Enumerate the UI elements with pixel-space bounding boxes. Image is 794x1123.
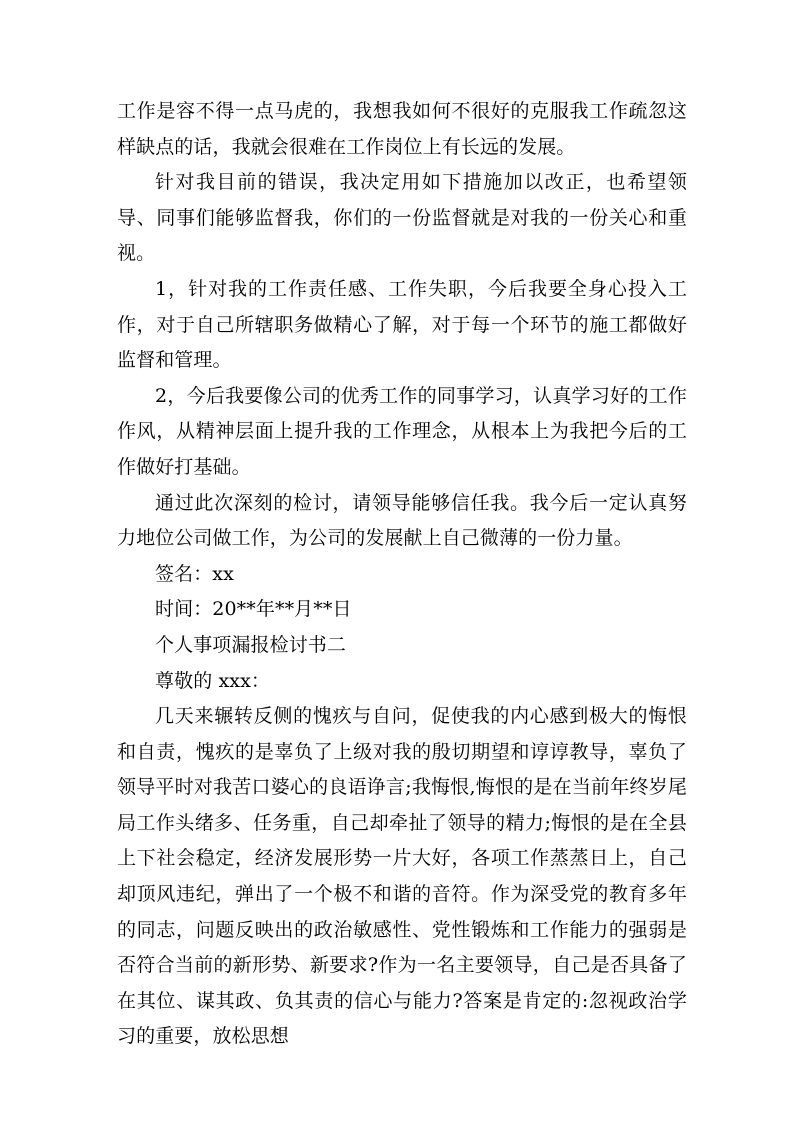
signature-line: 签名：xx [155, 562, 234, 585]
paragraph-intro-continuation: 工作是容不得一点马虎的，我想我如何不很好的克服我工作疏忽这样缺点的话，我就会很难在工作岗位上有长远的发展。 [117, 100, 687, 158]
paragraph-closing: 通过此次深刻的检讨，请领导能够信任我。我今后一定认真努力地位公司做工作，为公司的发展献上自己微薄的一份力量。 [117, 491, 687, 550]
paragraph-corrective-measures: 针对我目前的错误，我决定用如下措施加以改正，也希望领导、同事们能够监督我，你们的一份监督就是对我的一份关心和重视。 [117, 171, 687, 265]
salutation: 尊敬的 xxx： [155, 669, 270, 692]
paragraph-measure-1: 1，针对我的工作责任感、工作失职，今后我要全身心投入工作，对于自己所辖职务做精心了解，对于每一个环节的施工都做好监督和管理。 [117, 277, 687, 372]
section-title: 个人事项漏报检讨书二 [155, 633, 347, 656]
paragraph-self-reflection: 几天来辗转反侧的愧疚与自问，促使我的内心感到极大的悔恨和自责，愧疚的是辜负了上级对我的殷切期望和谆谆教导，辜负了领导平时对我苦口婆心的良语诤言;我悔恨,悔恨的是在当前年终岁尾局工作头绪多、任务重，自己却牵扯了领导的精力;悔恨的是在全县上下社会稳定，经济发展形势一片大好，各项工作蒸蒸日上，自己却顶风违纪，弹出了一个极不和谐的音符。作为深受党的教育多年的同志，问题反映出的政治敏感性、党性锻炼和工作能力的强弱是否符合当前的新形势、新要求?作为一名主要领导，自己是否具备了在其位、谋其政、负其责的信心与能力?答案是肯定的:忽视政治学习的重要，放松思想 [117, 705, 687, 1048]
paragraph-measure-2: 2，今后我要像公司的优秀工作的同事学习，认真学习好的工作作风，从精神层面上提升我的工作理念，从根本上为我把今后的工作做好打基础。 [117, 384, 687, 478]
document-body [117, 94, 687, 1055]
date-line: 时间：20**年**月**日 [155, 598, 352, 621]
